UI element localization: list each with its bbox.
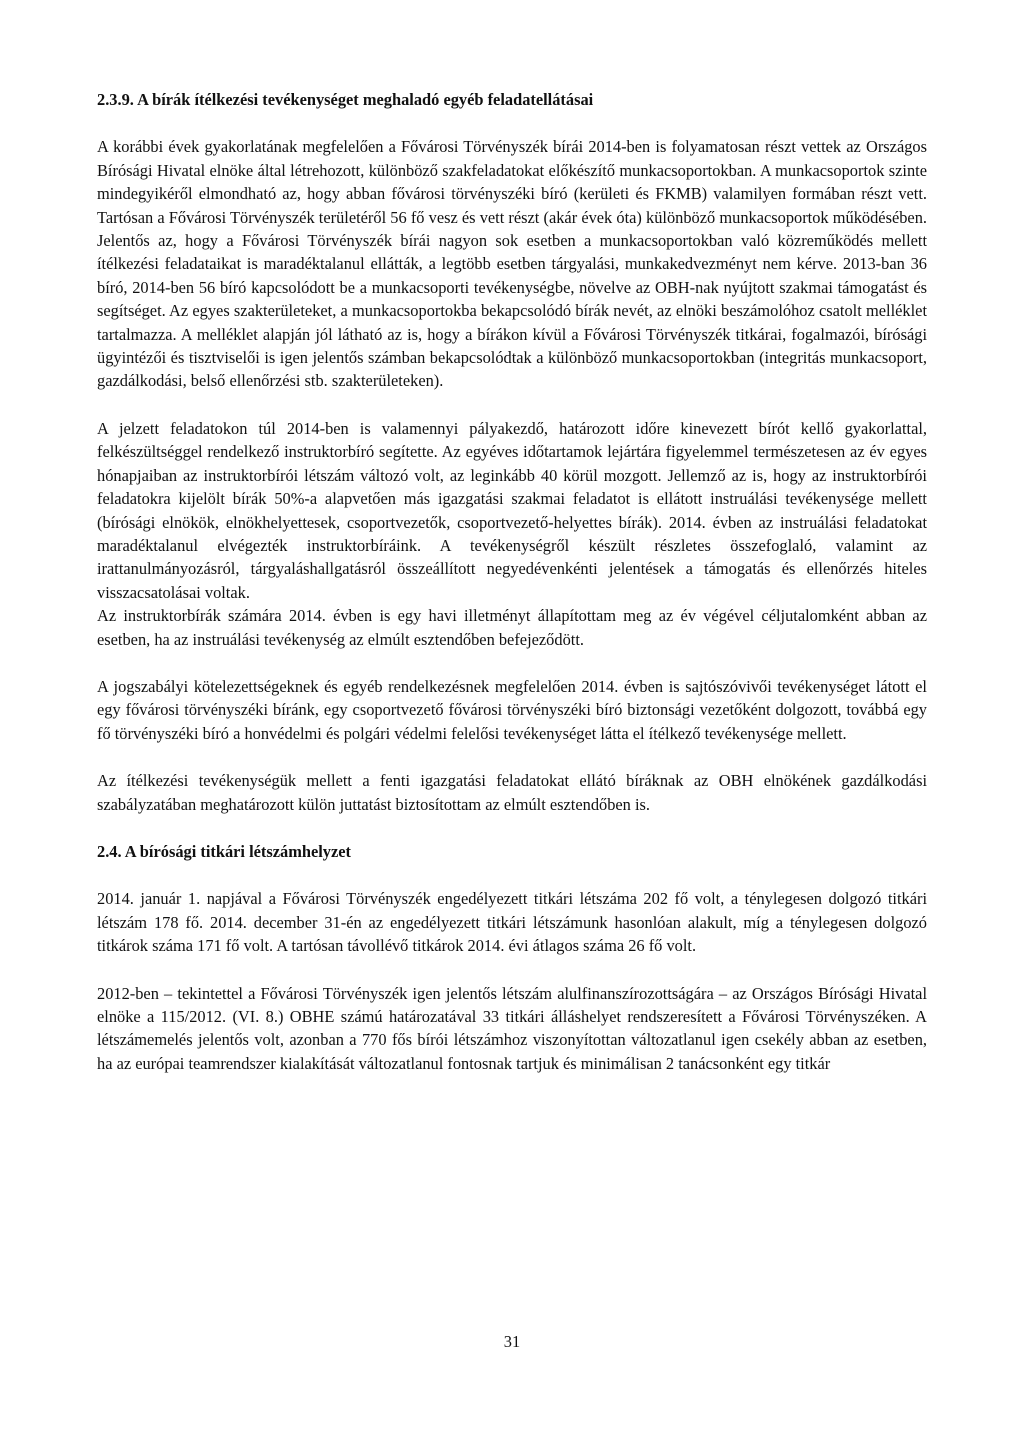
paragraph-instructor-bonus: Az instruktorbírák számára 2014. évben is egy havi illetményt állapítottam meg az év végével céljutalomként abban az esetben, ha az instruálási tevékenység az elmúlt esztendőben befejeződött. <box>97 606 927 649</box>
page-number: 31 <box>503 1332 521 1351</box>
paragraph-working-groups: A korábbi évek gyakorlatának megfelelően a Fővárosi Törvényszék bírái 2014-ben is folyamatosan részt vettek az Országos Bírósági Hivatal elnöke által létrehozott, különböző szakfeladatokat előkészítő munkacsoportokban. A munkacsoportok szinte mindegyikéről elmondható az, hogy abban fővárosi törvényszéki bíró (kerületi és FKMB) valamilyen formában részt vett. Tartósan a Fővárosi Törvényszék területéről 56 fő vesz és vett részt (akár évek óta) különböző munkacsoportok működésében. Jelentős az, hogy a Fővárosi Törvényszék bírái nagyon sok esetben a munkacsoportokban való közreműködés mellett ítélkezési feladataikat is maradéktalanul ellátták, a legtöbb esetben tárgyalási, munkakedvezményt nem kérve. 2013-ban 36 bíró, 2014-ben 56 bíró kapcsolódott be a munkacsoporti tevékenységbe, növelve az OBH-nak nyújtott szakmai támogatást és segítséget. Az egyes szakterületeket, a munkacsoportokba bekapcsolódó bírák nevét, az elnöki beszámolóhoz csatolt melléklet tartalmazza. A melléklet alapján jól látható az is, hogy a bírákon kívül a Fővárosi Törvényszék titkárai, fogalmazói, bírósági ügyintézői és tisztviselői is igen jelentős számban bekapcsolódtak a különböző munkacsoportokban (integritás munkacsoport, gazdálkodási, belső ellenőrzési stb. szakterületeken). <box>97 137 927 391</box>
paragraph-instructor-judges: A jelzett feladatokon túl 2014-ben is valamennyi pályakezdő, határozott időre kinevezett bírót kellő gyakorlattal, felkészültséggel rendelkező instruktorbíró segítette. Az egyéves időtartamok lejártára figyelemmel természetesen az év egyes hónapjaiban az instruktorbírói létszám változó volt, az leginkább 40 körül mozgott. Jellemző az is, hogy az instruktorbírói feladatokra kijelölt bírák 50%-a alapvetően más igazgatási szakmai feladatot is ellátott instruálási tevékenysége mellett (bírósági elnökök, elnökhelyettesek, csoportvezetők, csoportvezető-helyettes bírák). 2014. évben az instruálási feladatokat maradéktalanul elvégezték instruktorbíráink. A tevékenységről készült részletes összefoglaló, valamint az irattanulmányozásról, tárgyaláshallgatásról összeállított negyedévenkénti jelentések a támogatás és ellenőrzés hiteles visszacsatolásai voltak. <box>97 418 927 602</box>
section-heading-2-3-9: 2.3.9. A bírák ítélkezési tevékenységet meghaladó egyéb feladatellátásai <box>97 90 594 109</box>
section-heading-2-4: 2.4. A bírósági titkári létszámhelyzet <box>97 841 352 861</box>
paragraph-allowance: Az ítélkezési tevékenységük mellett a fenti igazgatási feladatokat ellátó bíráknak az OBH elnökének gazdálkodási szabályzatában meghatározott külön juttatást biztosítottam az elmúlt esztendőben is. <box>97 771 927 814</box>
paragraph-clerk-headcount: 2014. január 1. napjával a Fővárosi Törvényszék engedélyezett titkári létszáma 202 fő volt, a ténylegesen dolgozó titkári létszám 178 fő. 2014. december 31-én az engedélyezett titkári létszámunk hasonlóan alakult, míg a ténylegesen dolgozó titkárok száma 171 fő volt. A tartósan távollévő titkárok 2014. évi átlagos száma 26 fő volt. <box>97 889 927 956</box>
paragraph-clerk-positions: 2012-ben – tekintettel a Fővárosi Törvényszék igen jelentős létszám alulfinanszírozottságára – az Országos Bírósági Hivatal elnöke a 115/2012. (VI. 8.) OBHE számú határozatával 33 titkári álláshelyet rendszeresített a Fővárosi Törvényszéken. A létszámemelés jelentős volt, azonban a 770 fős bírói létszámhoz viszonyítottan változatlanul igen csekély abban az esetben, ha az európai teamrendszer kialakítását változatlanul fontosnak tartjuk és minimálisan 2 tanácsonként egy titkár <box>97 983 927 1073</box>
paragraph-spokesperson: A jogszabályi kötelezettségeknek és egyéb rendelkezésnek megfelelően 2014. évben is sajtószóvivői tevékenységet látott el egy fővárosi törvényszéki bíránk, egy csoportvezető fővárosi törvényszéki bíró biztonsági vezetőként dolgozott, továbbá egy fő törvényszéki bíró a honvédelmi és polgári védelmi felelősi tevékenységet látta el ítélkező tevékenysége mellett. <box>97 676 927 743</box>
document-page <box>97 88 927 1075</box>
